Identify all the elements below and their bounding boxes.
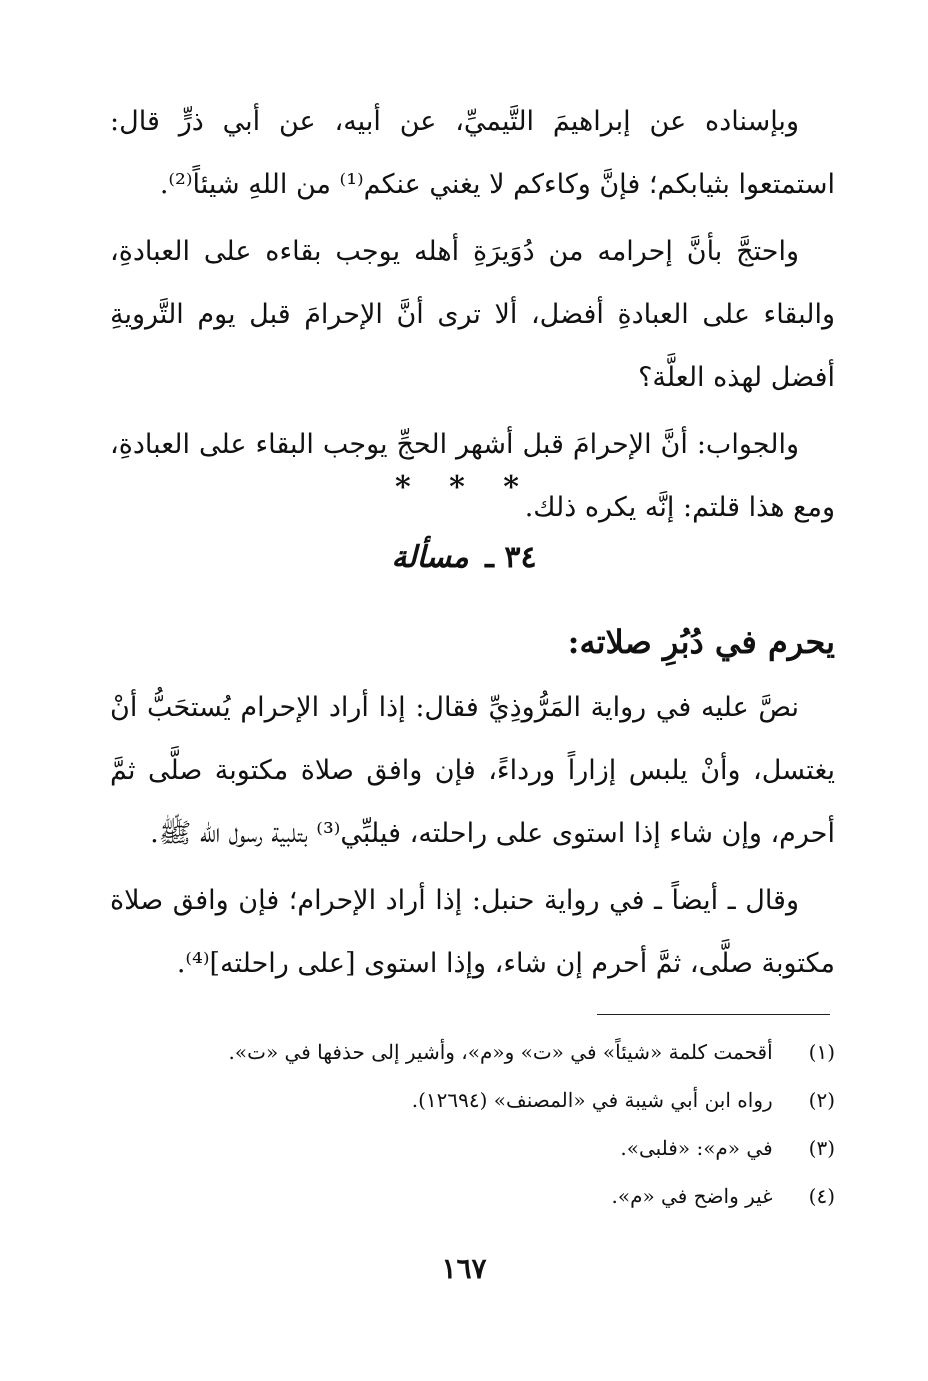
section-title: يحرم في دُبُرِ صلاته: — [567, 623, 835, 661]
issue-heading — [0, 540, 928, 575]
paragraph-hanbal: وقال ـ أيضاً ـ في رواية حنبل: إذا أراد الإحرام؛ فإن وافق صلاة مكتوبة صلَّى، ثمَّ أحرم إن شاء، وإذا استوى [على راحلته]⁽⁴⁾. — [110, 885, 835, 979]
paragraph-marrudhi: نصَّ عليه في رواية المَرُّوذِيِّ فقال: إذا أراد الإحرام يُستحَبُّ أنْ يغتسل، وأنْ يلبس إزاراً ورداءً، فإن وافق صلاة مكتوبة صلَّى ثمَّ أحرم، وإن شاء إذا استوى على راحلته، فيلبِّي⁽³⁾ بتلبية رسول الله ﷺ. — [110, 692, 835, 849]
footnote-3: (٣) في «م»: «فلبى». — [620, 1136, 835, 1160]
paragraph-argument: واحتجَّ بأنَّ إحرامه من دُوَيرَةِ أهله يوجب بقاءه على العبادةِ، والبقاء على العبادةِ أفضل، ألا ترى أنَّ الإحرامَ قبل يوم التَّرويةِ أفضل لهذه العلَّة؟ — [110, 236, 835, 393]
footnote-1: (١) أقحمت كلمة «شيئاً» في «ت» و«م»، وأشير إلى حذفها في «ت». — [228, 1040, 835, 1064]
section-separator: * * * — [395, 470, 533, 505]
page-number: ١٦٧ — [441, 1252, 487, 1285]
paragraph-answer: والجواب: أنَّ الإحرامَ قبل أشهر الحجِّ يوجب البقاء على العبادةِ، ومع هذا قلتم: إنَّه يكره ذلك. — [110, 429, 835, 523]
footnote-divider — [597, 1014, 830, 1015]
footnote-2: (٢) رواه ابن أبي شيبة في «المصنف» (١٢٦٩٤). — [411, 1088, 835, 1112]
issue-word: مسألة — [391, 540, 469, 575]
bottom-text — [110, 676, 835, 995]
footnote-4: (٤) غير واضح في «م». — [611, 1184, 835, 1208]
issue-number: ٣٤ ـ — [485, 540, 537, 575]
footnotes — [110, 1028, 835, 1220]
paragraph-isnad: وبإسناده عن إبراهيمَ التَّيميِّ، عن أبيه، عن أبي ذرٍّ قال: استمتعوا بثيابكم؛ فإنَّ وكاءكم لا يغني عنكم⁽¹⁾ من اللهِ شيئاً⁽²⁾. — [110, 106, 835, 200]
